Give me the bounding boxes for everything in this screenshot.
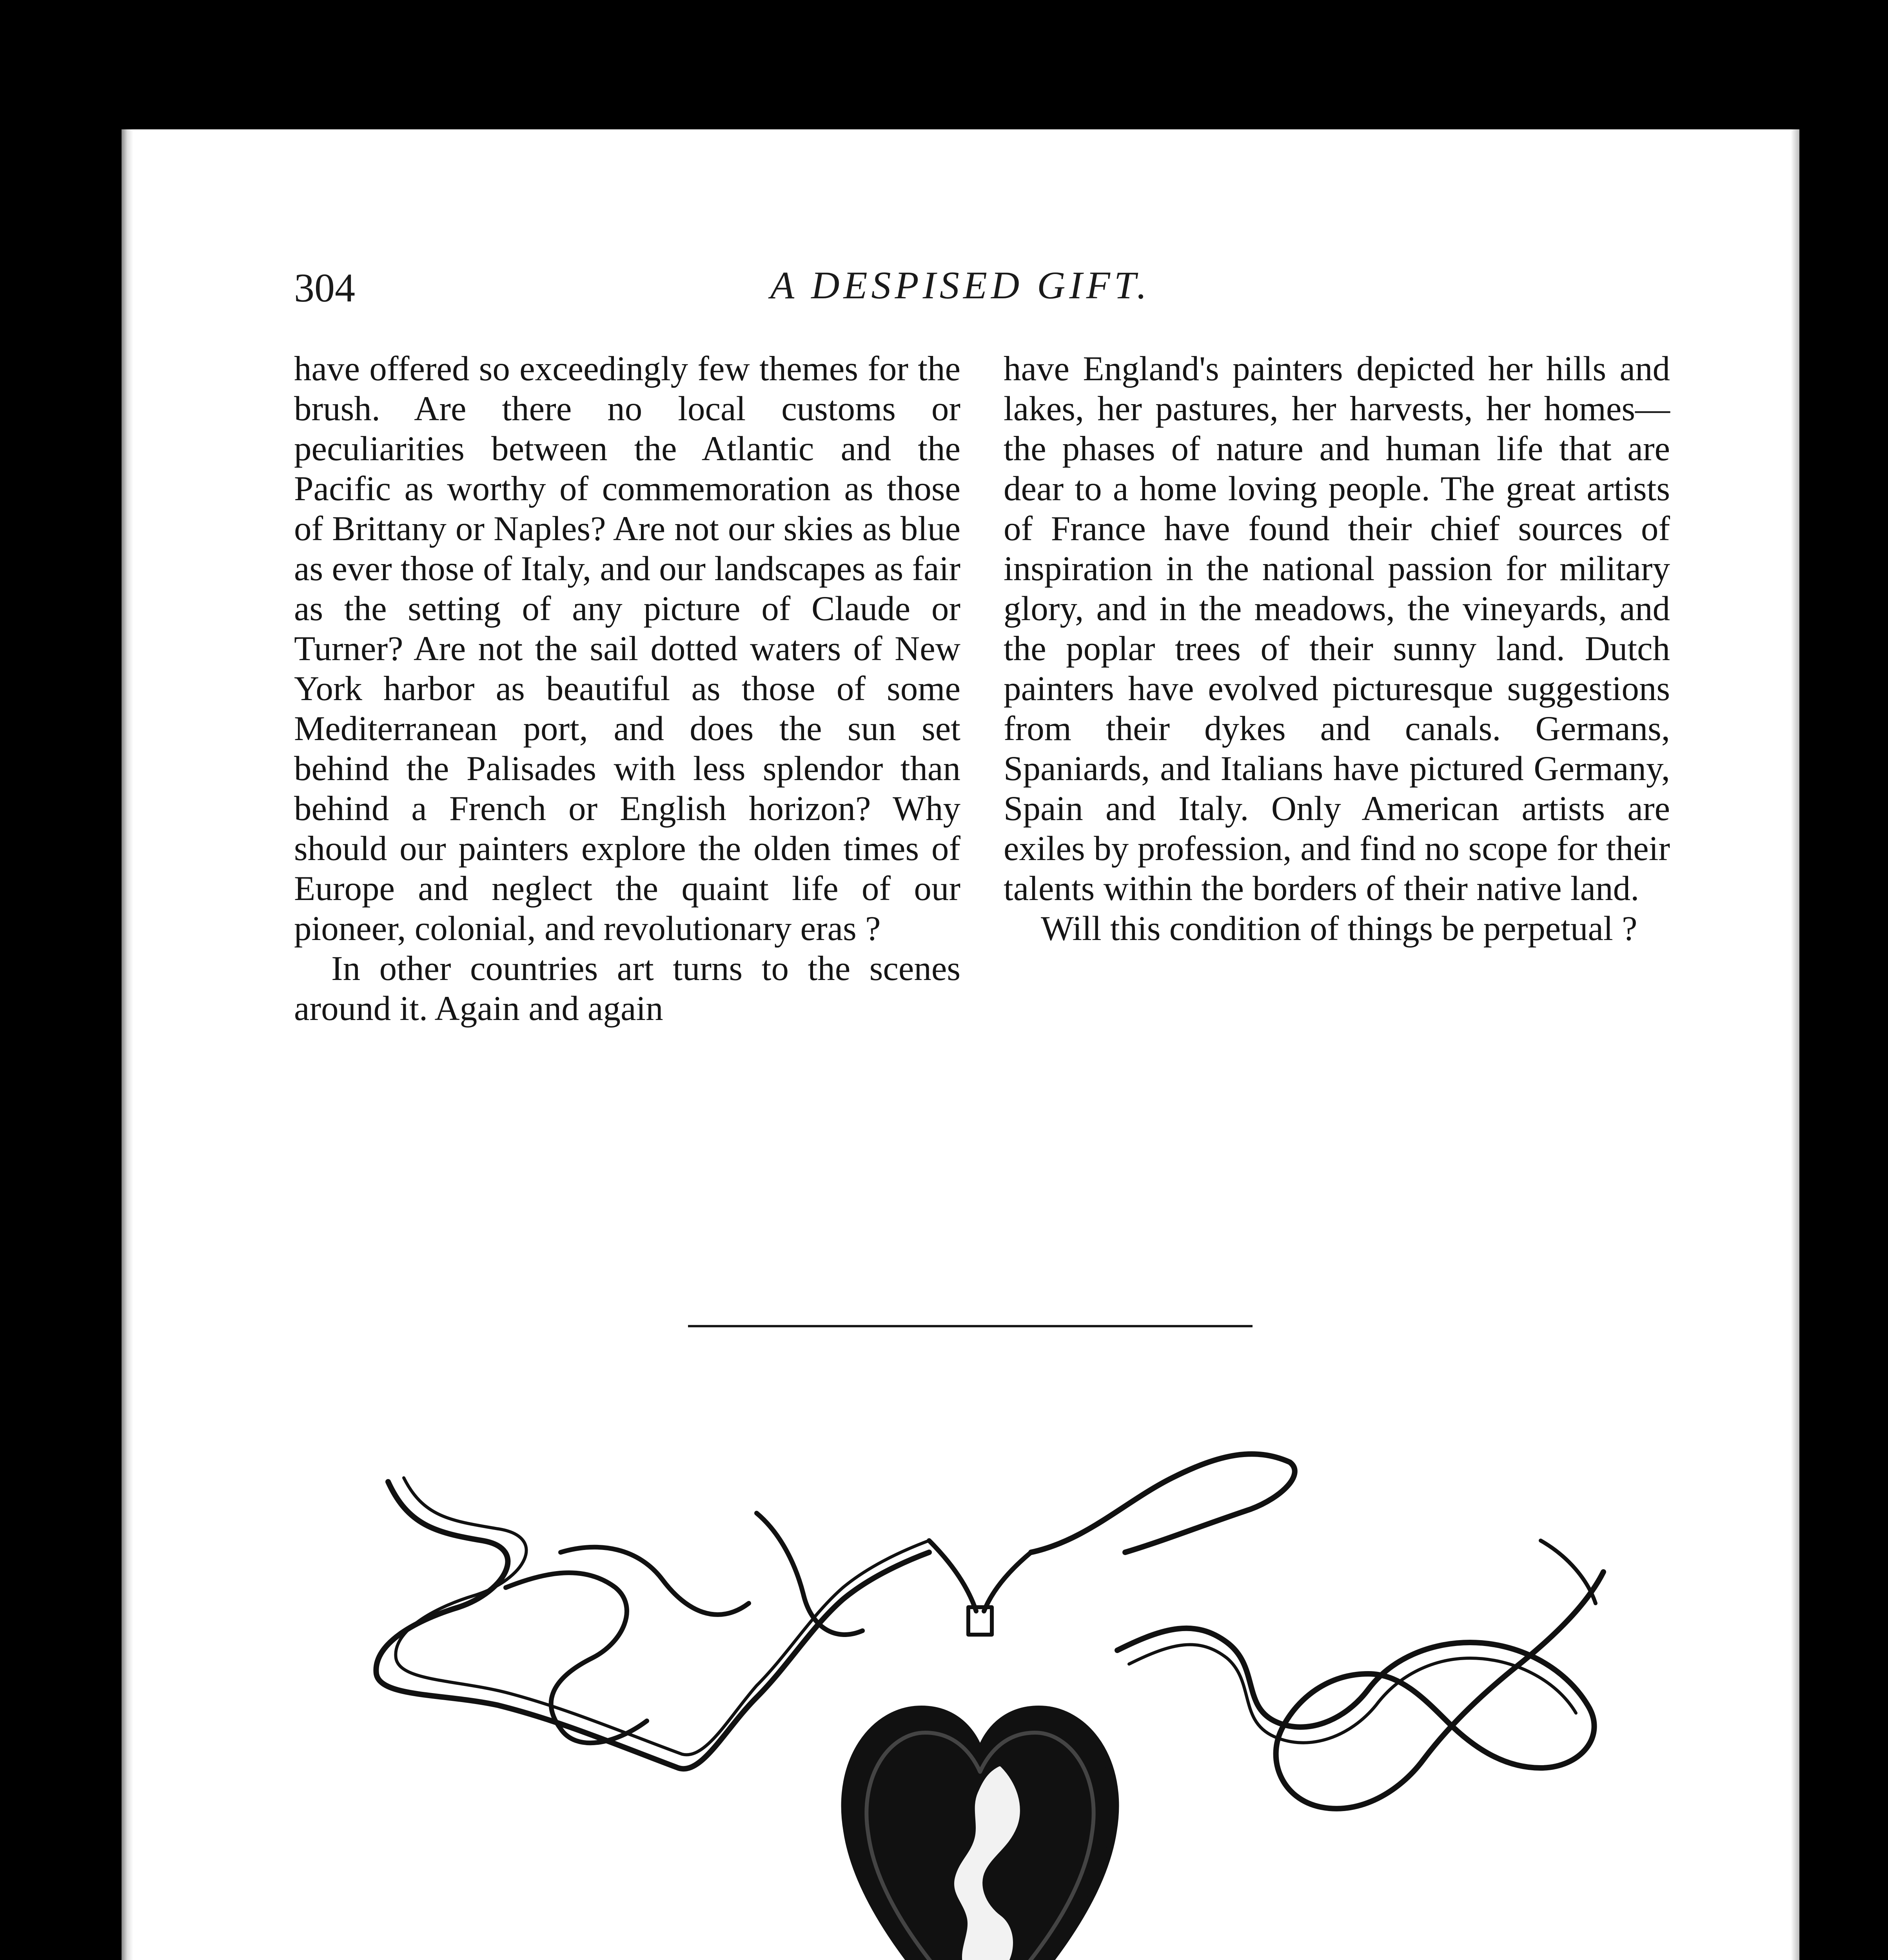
article-paragraph: have offered so exceedingly few themes for the brush. Are there no local customs or peculiarities between the Atlantic and the Pacific as worthy of commemoration as those of Brittany or Naples? Are not our skies as blue as ever those of Italy, and our landscapes as fair as the setting of any picture of Claude or Turner? Are not the sail dotted waters of New York harbor as beautiful as those of some Mediterranean port, and does the sun set behind the Palisades with less splendor than behind a French or English horizon? Why should our painters explore the olden times of Europe and neglect the quaint life of our pioneer, colonial, and revolutionary eras ?: [294, 350, 960, 948]
heart-locket-with-ribbon-icon: [341, 1423, 1737, 1960]
article-paragraph: have England's painters depicted her hills and lakes, her pastures, her harvests, her homes—the phases of nature and human life that are dear to a home loving people. The great artists of France have found their chief sources of inspiration in the national passion for military glory, and in the meadows, the vineyards, and the poplar trees of their sunny land. Dutch painters have evolved picturesque suggestions from their dykes and canals. Germans, Spaniards, and Italians have pictured Germany, Spain and Italy. Only American artists are exiles by profession, and find no scope for their talents within the borders of their native land.: [1004, 350, 1670, 908]
page-edge-shadow: [1791, 129, 1799, 1960]
page-number: 304: [294, 265, 355, 310]
article-paragraph: Will this condition of things be perpetual ?: [1041, 909, 1637, 948]
running-title: A DESPISED GIFT.: [770, 263, 1151, 307]
article-paragraph: In other countries art turns to the scenes around it. Again and again: [294, 949, 960, 1028]
book-page: [122, 129, 1799, 1960]
article-left-column: [294, 349, 960, 1029]
page-spine-shadow: [122, 129, 133, 1960]
article-right-column: [1004, 349, 1670, 949]
section-divider: [688, 1325, 1253, 1327]
